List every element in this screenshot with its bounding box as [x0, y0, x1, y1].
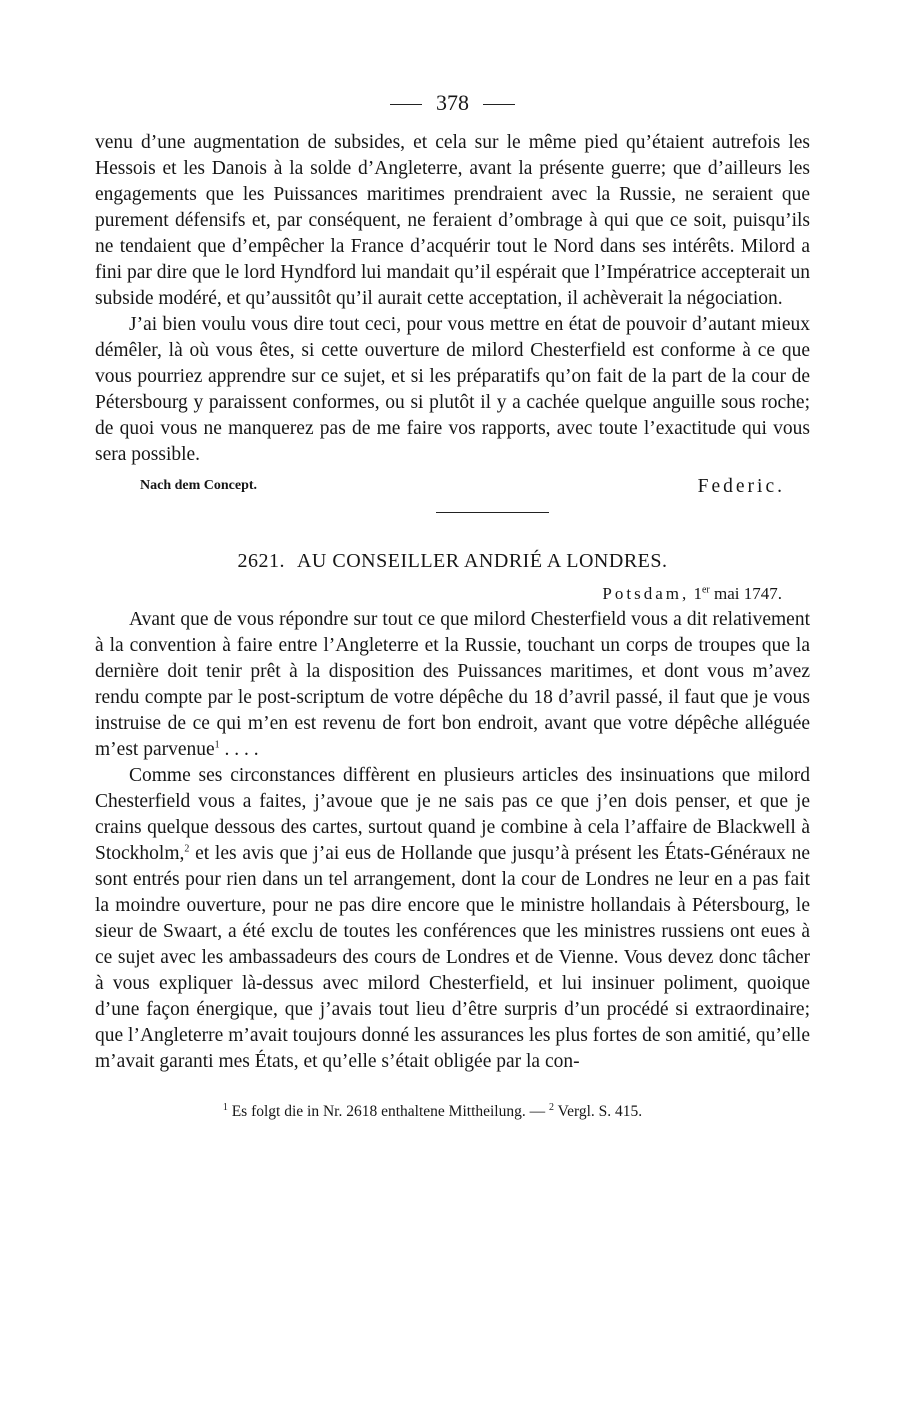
footnote-ref-2[interactable]: 2 — [184, 843, 190, 855]
footnotes — [95, 1101, 810, 1123]
source-note: Nach dem Concept. — [140, 478, 258, 493]
letter-dateline — [95, 581, 782, 607]
letter-date-sup: er — [701, 584, 710, 596]
document-page — [95, 88, 810, 1123]
page-number-dash-right — [483, 104, 515, 105]
page-number — [95, 88, 810, 118]
footnote-text-2: Vergl. S. 415. — [554, 1103, 643, 1120]
letter-date-rest: mai 1747. — [714, 584, 782, 603]
letter-place: Potsdam, — [602, 584, 690, 603]
paragraph-closing: J’ai bien voulu vous dire tout ceci, pour vous mettre en état de pouvoir d’autant mieux démêler, là où vous êtes, si cette ouverture de milord Chesterfield est conforme à ce que vous pourriez apprendre sur ce sujet, et si les préparatifs qu’on fait de la part de la cour de Pétersbourg y paraissent conformes, ou si plutôt il y a cachée quelque anguille sous roche; de quoi vous ne manquerez pas de me faire vos rapports, avec toute l’exactitude qui vous sera possible. — [95, 314, 810, 465]
paragraph-continued: venu d’une augmentation de subsides, et cela sur le même pied qu’étaient autrefois les Hessois et les Danois à la solde d’Angleterre, avant la présente guerre; que d’ailleurs les engagements que les Puissances maritimes prendraient avec la Russie, ne seraient que purement défensifs et, par conséquent, ne feraient d’ombrage à qui que ce soit, puisqu’ils ne tendaient que d’empêcher la France d’acquérir tout le Nord dans ses intérêts. Milord a fini par dire que le lord Hyndford lui mandait qu’il espérait que l’Impératrice accepterait un subside modéré, et qu’aussitôt qu’il aurait cette acceptation, il achèverait la négociation. — [95, 132, 810, 309]
page-number-dash-left — [390, 104, 422, 105]
letter-paragraph-2-text-b: et les avis que j’ai eus de Hollande que jusqu’à présent les États-Généraux ne sont entrés pour rien dans un tel arrangement, dont la cour de Londres ne leur en a pas fait la moindre ouverture, pour ne pas dire encore que le ministre hollandais à Pétersbourg, le sieur de Swaart, a été exclu de toutes les conférences que les ministres russiens ont eues à ce sujet avec les ambassadeurs des cours de Londres et de Vienne. Vous devez donc tâcher à vous expliquer là-dessus avec milord Chesterfield, et lui insinuer poliment, quoique d’une façon énergique, que j’avais tout lieu d’être surpris d’un procédé si extraordinaire; que l’Angleterre m’avait toujours donné les assurances les plus fortes de son amitié, qu’elle m’avait garanti mes États, et qu’elle s’était obligée par la con- — [95, 843, 810, 1072]
footnote-text-1: Es folgt die in Nr. 2618 enthaltene Mittheilung. — — [227, 1103, 549, 1120]
footnote-mark-2: 2 — [549, 1101, 554, 1113]
signature: Federic. — [697, 476, 785, 497]
letter-paragraph-1-ellipsis: . . . . — [219, 739, 259, 760]
source-and-signature — [95, 476, 810, 502]
letter-paragraph-1-text: Avant que de vous répondre sur tout ce que milord Chesterfield vous a dit relativement à la convention à faire entre l’Angleterre et la Russie, touchant un corps de troupes que la dernière doit tenir prêt à la disposition des Puissances maritimes, et dont vous m’avez rendu compte par le post-scriptum de votre dépêche du 18 d’avril passé, il faut que je vous instruise de ce qui m’en est revenu de fort bon endroit, avant que votre dépêche alléguée m’est parvenue — [95, 609, 810, 760]
letter-paragraph-2 — [95, 763, 810, 1075]
letter-title: AU CONSEILLER ANDRIÉ A LONDRES. — [296, 550, 668, 572]
letter-paragraph-2-text-a: Comme ses circonstances diffèrent en plusieurs articles des insinuations que milord Chesterfield vous a faites, j’avoue que je ne sais pas ce que j’en dois penser, et que je crains quelque dessous des cartes, surtout quand je combine à cela l’affaire de Blackwell à Stockholm, — [95, 765, 810, 864]
letter-number: 2621. — [237, 550, 285, 572]
section-divider — [436, 512, 549, 513]
letter-paragraph-1 — [95, 607, 810, 763]
footnote-ref-1[interactable]: 1 — [214, 739, 220, 751]
letter-date-day: 1 — [693, 584, 702, 603]
page-number-text: 378 — [436, 90, 469, 115]
footnote-mark-1: 1 — [222, 1101, 228, 1113]
letter-heading — [95, 547, 810, 575]
